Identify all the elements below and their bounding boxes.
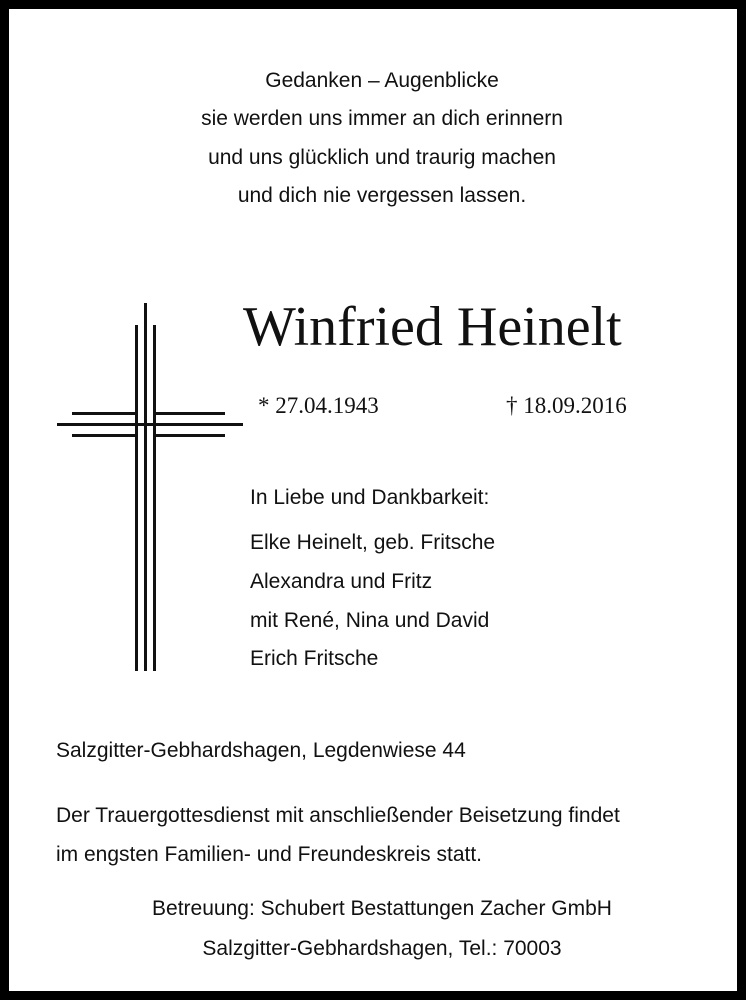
funeral-home-line-1: Betreuung: Schubert Bestattungen Zacher GmbH	[152, 897, 612, 920]
service-line-2: im engsten Familien- und Freundeskreis statt.	[56, 843, 483, 866]
funeral-home-line-2: Salzgitter-Gebhardshagen, Tel.: 70003	[202, 937, 562, 960]
mourner-name: Erich Fritsche	[250, 647, 379, 670]
poem-line-3: und uns glücklich und traurig machen	[208, 146, 556, 169]
death-date: † 18.09.2016	[506, 393, 627, 418]
poem-line-2: sie werden uns immer an dich erinnern	[201, 107, 563, 130]
family-address: Salzgitter-Gebhardshagen, Legdenwiese 44	[56, 739, 466, 762]
birth-date: * 27.04.1943	[258, 393, 379, 418]
mourners-intro: In Liebe und Dankbarkeit:	[250, 486, 490, 509]
poem-line-4: und dich nie vergessen lassen.	[237, 184, 527, 207]
deceased-name: Winfried Heinelt	[243, 296, 622, 358]
service-line-1: Der Trauergottesdienst mit anschließender Beisetzung findet	[56, 804, 620, 827]
mourner-name: mit René, Nina und David	[250, 609, 490, 632]
mourner-name: Elke Heinelt, geb. Fritsche	[250, 531, 496, 554]
cross-icon	[57, 303, 243, 671]
mourner-name: Alexandra und Fritz	[250, 570, 433, 593]
poem-line-1: Gedanken – Augenblicke	[265, 69, 499, 92]
